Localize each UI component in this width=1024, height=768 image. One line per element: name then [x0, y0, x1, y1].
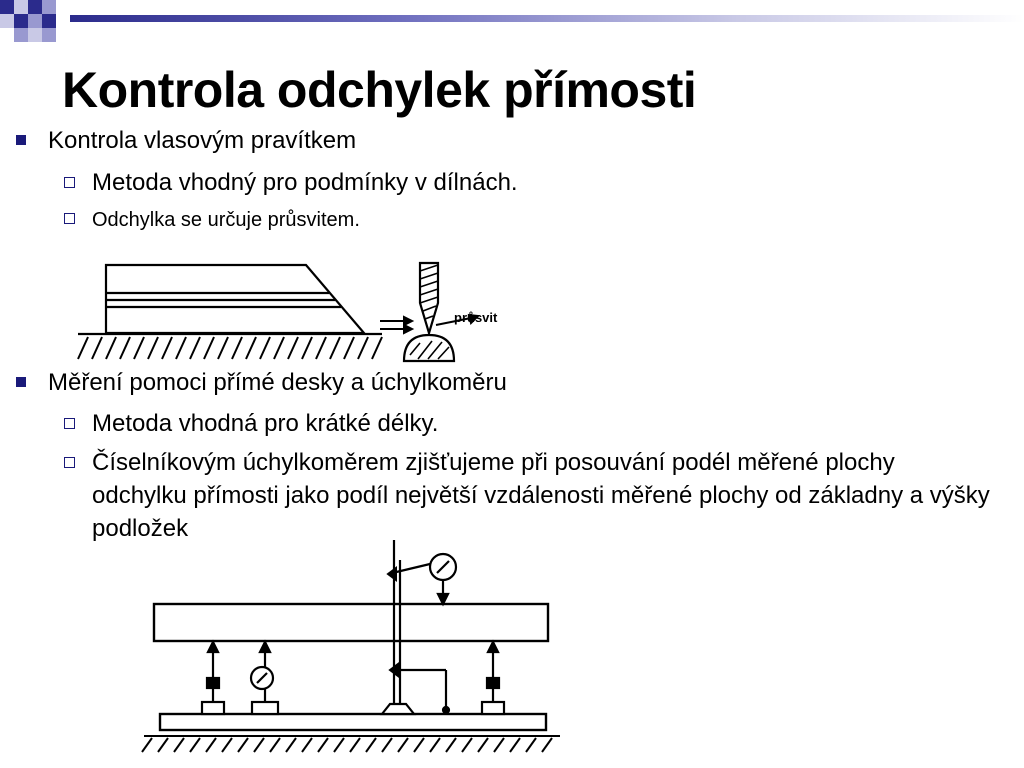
hollow-square-bullet-icon: [64, 418, 75, 429]
bullet-text: Kontrola vlasovým pravítkem: [48, 127, 357, 154]
sub-bullet-text: Metoda vhodný pro podmínky v dílnách.: [92, 169, 518, 196]
square-bullet-icon: [16, 135, 26, 145]
bullet-item: [16, 369, 507, 397]
straightedge-figure: [74, 255, 514, 367]
figure-label: průsvit: [454, 310, 498, 325]
hollow-square-bullet-icon: [64, 177, 75, 188]
bullet-text: Měření pomoci přímé desky a úchylkoměru: [48, 369, 507, 396]
sub-bullet-item: [64, 410, 438, 438]
sub-bullet-item: [64, 209, 360, 232]
sub-bullet-text: Odchylka se určuje průsvitem.: [92, 209, 360, 231]
title-rule: [70, 15, 1024, 22]
hollow-square-bullet-icon: [64, 213, 75, 224]
slide-title: Kontrola odchylek přímosti: [62, 62, 697, 118]
sub-bullet-text: Číselníkovým úchylkoměrem zjišťujeme při posouvání podél měřené plochy odchylku přímosti jako podíl největší vzdálenosti měřené plochy od základny a výšky podložek: [92, 449, 990, 542]
square-bullet-icon: [16, 377, 26, 387]
sub-bullet-text: Metoda vhodná pro krátké délky.: [92, 410, 439, 437]
sub-bullet-item: [64, 169, 518, 197]
hollow-square-bullet-icon: [64, 457, 75, 468]
sub-bullet-item: [64, 446, 992, 545]
bullet-item: [16, 127, 356, 155]
surface-plate-figure: [134, 540, 574, 754]
corner-decoration: [0, 0, 1024, 60]
